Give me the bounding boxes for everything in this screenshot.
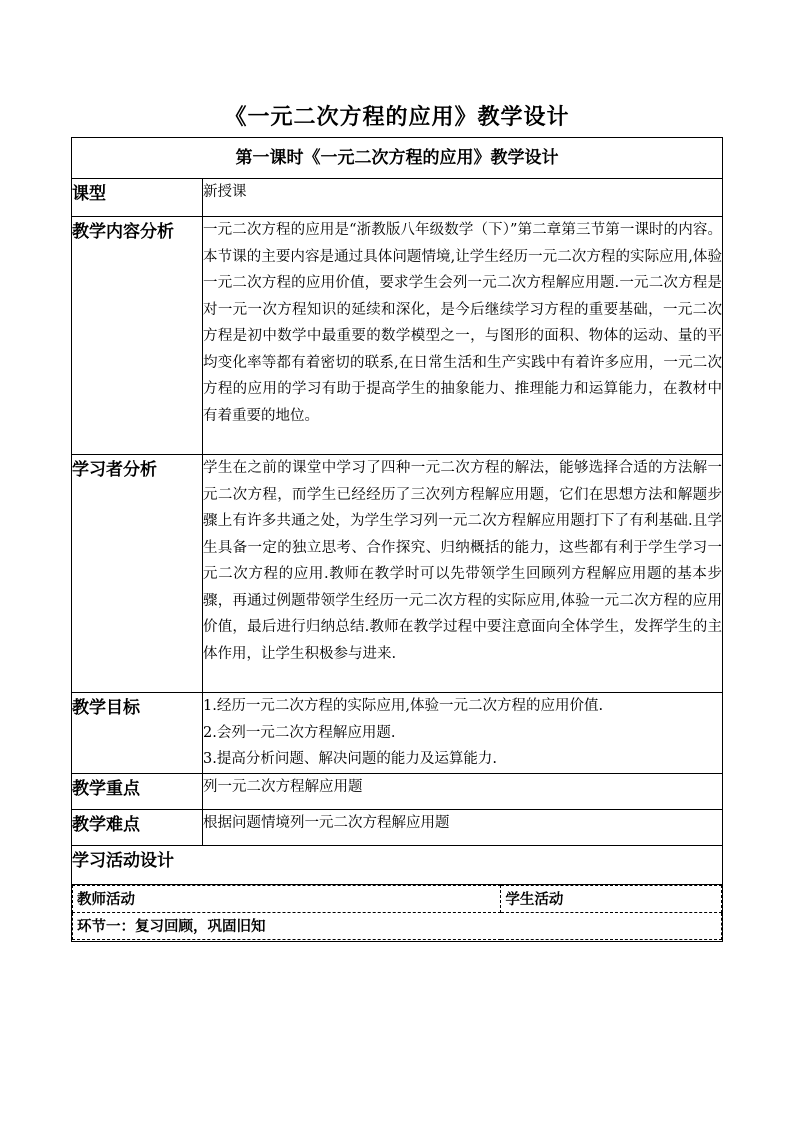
row-content-key-point: 列一元二次方程解应用题 xyxy=(203,773,723,809)
table-row xyxy=(72,773,723,809)
table-row xyxy=(72,455,723,693)
row-content-difficulty: 根据问题情境列一元二次方程解应用题 xyxy=(203,809,723,845)
activity-design-heading: 学习活动设计 xyxy=(72,845,723,884)
row-label-objectives: 教学目标 xyxy=(72,693,203,774)
row-label-difficulty: 教学难点 xyxy=(72,809,203,845)
row-content-lesson-type: 新授课 xyxy=(203,179,723,217)
student-activity-header: 学生活动 xyxy=(501,885,722,912)
table-row xyxy=(72,845,723,884)
row-label-learner-analysis: 学习者分析 xyxy=(72,455,203,693)
lesson-plan-table xyxy=(71,137,723,942)
teacher-activity-header: 教师活动 xyxy=(73,885,501,912)
stage-one-heading: 环节一：复习回顾，巩固旧知 xyxy=(73,912,722,939)
row-label-content-analysis: 教学内容分析 xyxy=(72,217,203,455)
table-row xyxy=(72,179,723,217)
row-content-content-analysis: 一元二次方程的应用是“浙教版八年级数学（下）”第二章第三节第一课时的内容。本节课的主要内容是通过具体问题情境,让学生经历一元二次方程的实际应用,体验一元二次方程的应用价值，要求学生会列一元二次方程解应用题.一元二次方程是对一元一次方程知识的延续和深化，是今后继续学习方程的重要基础，一元二次方程是初中数学中最重要的数学模型之一，与图形的面积、物体的运动、量的平均变化率等都有着密切的联系,在日常生活和生产实践中有着许多应用，一元二次方程的应用的学习有助于提高学生的抽象能力、推理能力和运算能力，在教材中有着重要的地位。 xyxy=(203,217,723,455)
row-label-key-point: 教学重点 xyxy=(72,773,203,809)
subtitle-row xyxy=(72,138,723,179)
activity-table xyxy=(72,885,722,940)
objective-item: 2.会列一元二次方程解应用题. xyxy=(203,724,396,741)
objectives-list xyxy=(203,693,723,774)
table-row xyxy=(72,693,723,774)
objective-item: 1.经历一元二次方程的实际应用,体验一元二次方程的应用价值. xyxy=(203,698,604,714)
row-content-learner-analysis: 学生在之前的课堂中学习了四种一元二次方程的解法，能够选择合适的方法解一元二次方程，而学生已经经历了三次列方程解应用题，它们在思想方法和解题步骤上有许多共通之处，为学生学习列一元二次方程解应用题打下了有利基础.且学生具备一定的独立思考、合作探究、归纳概括的能力，这些都有利于学生学习一元二次方程的应用.教师在教学时可以先带领学生回顾列方程解应用题的基本步骤，再通过例题带领学生经历一元二次方程的实际应用,体验一元二次方程的应用价值，最后进行归纳总结.教师在教学过程中要注意面向全体学生，发挥学生的主体作用，让学生积极参与进来. xyxy=(203,455,723,693)
subtitle: 第一课时《一元二次方程的应用》教学设计 xyxy=(72,138,723,179)
row-label-lesson-type: 课型 xyxy=(72,179,203,217)
table-row xyxy=(72,217,723,455)
table-row xyxy=(72,884,723,941)
table-row xyxy=(72,809,723,845)
objective-item: 3.提高分析问题、解决问题的能力及运算能力. xyxy=(203,751,497,767)
activity-cell xyxy=(72,884,723,941)
document-title: 《一元二次方程的应用》教学设计 xyxy=(224,104,570,130)
